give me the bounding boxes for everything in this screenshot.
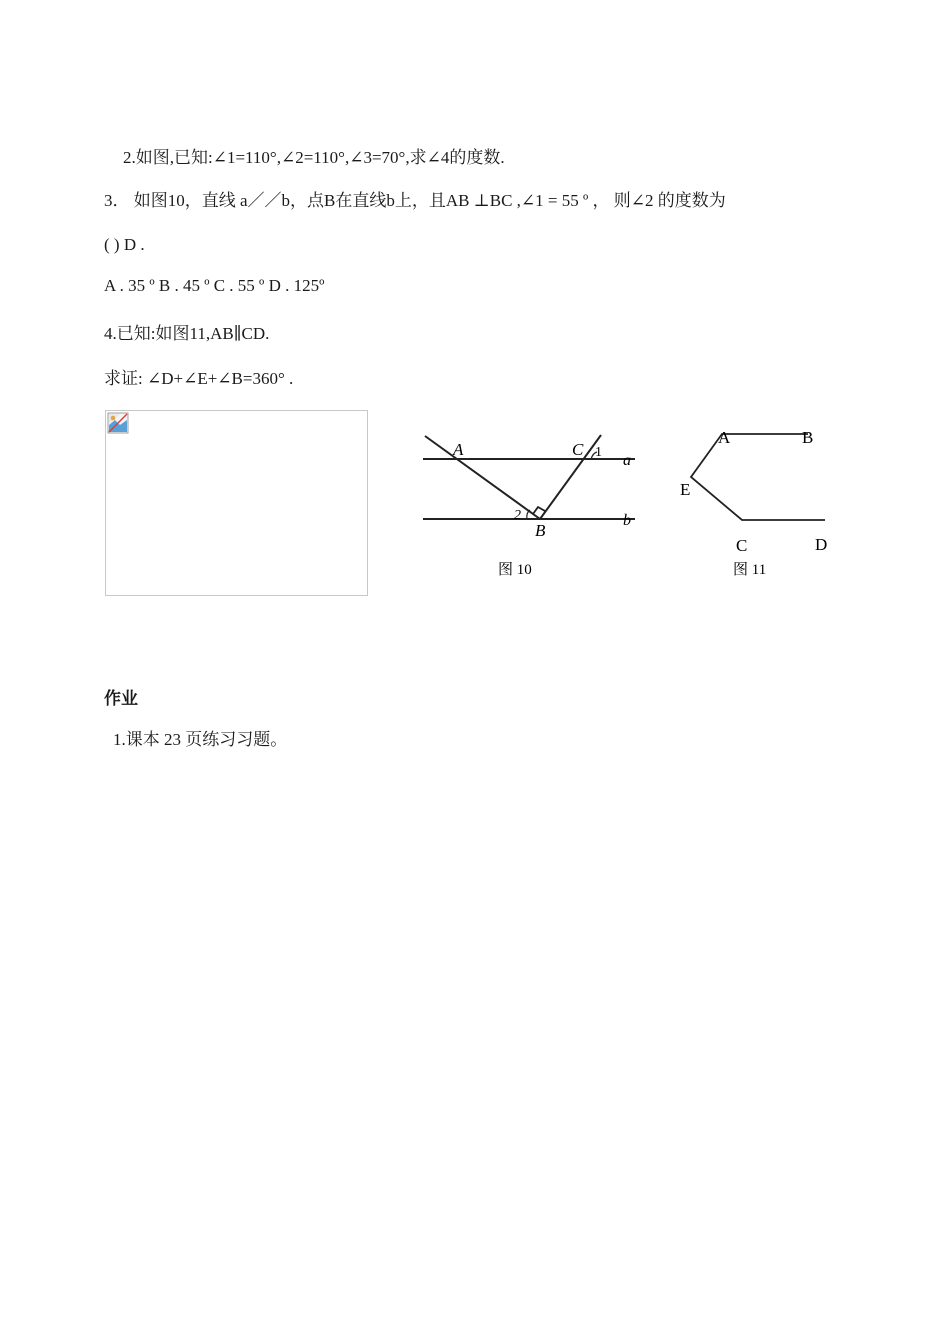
homework-item-1: 1.课本 23 页练习习题。: [113, 730, 288, 749]
homework-title: 作业: [104, 689, 138, 709]
label-D: D: [815, 535, 828, 554]
figure-10-caption: 图 10: [498, 562, 532, 578]
segment-ab: [425, 436, 540, 519]
figure-10: [395, 425, 655, 585]
label-A: A: [718, 428, 731, 447]
question-3-line-1: 3． 如图10，直线 a／／b，点B在直线b上，且AB ⊥BC ,∠1 = 55 º ， 则∠2 的度数为: [104, 191, 726, 210]
segment-bc: [540, 435, 601, 519]
question-3-options: A . 35 º B . 45 º C . 55 º D . 125º: [104, 276, 325, 295]
broken-image-icon: [107, 412, 129, 434]
figure-11: [670, 420, 850, 585]
question-4-line-2: 求证: ∠D+∠E+∠B=360° .: [104, 369, 294, 388]
label-b: b: [623, 512, 631, 529]
label-a: a: [623, 452, 631, 469]
question-2: 2.如图,已知:∠1=110°,∠2=110°,∠3=70°,求∠4的度数.: [123, 148, 505, 167]
image-placeholder: [105, 410, 368, 596]
question-3-line-2: ( ) D .: [104, 235, 145, 254]
label-C: C: [572, 440, 584, 459]
label-angle-2: 2: [514, 508, 521, 523]
label-C: C: [736, 536, 748, 555]
label-B: B: [802, 428, 814, 447]
figure-11-caption: 图 11: [733, 562, 767, 578]
label-E: E: [680, 480, 691, 499]
question-4-line-1: 4.已知:如图11,AB∥CD.: [104, 324, 270, 343]
label-B: B: [535, 521, 546, 540]
label-A: A: [453, 440, 464, 459]
label-angle-1: 1: [595, 445, 602, 460]
